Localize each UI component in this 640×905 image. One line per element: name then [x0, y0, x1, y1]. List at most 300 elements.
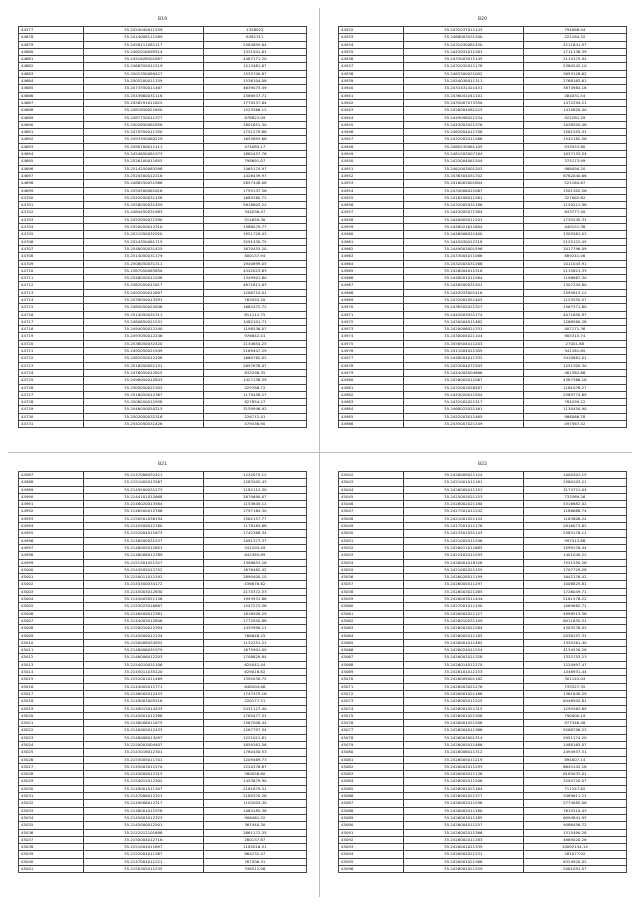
table-row: [19, 340, 307, 347]
table-row: [19, 143, 307, 150]
code-cell: 35.2453050071590: [83, 216, 203, 223]
code-cell: 35.2148005012651: [83, 544, 203, 551]
value-cell: 1132251.21: [203, 639, 306, 646]
code-cell: 35.2480850021531: [83, 318, 203, 325]
row-id-cell: 44721: [19, 348, 84, 355]
row-id-cell: 44699: [19, 187, 84, 194]
code-cell: 35.2145011035220: [83, 669, 203, 676]
code-cell: 35.2443020011504: [403, 391, 523, 398]
table-row: [339, 603, 627, 610]
value-cell: 1396653.26: [203, 559, 306, 566]
table-row: [19, 472, 307, 479]
row-id-cell: 45006: [19, 610, 84, 617]
table-row: [339, 508, 627, 515]
code-cell: 35.2417001011176: [403, 523, 523, 530]
value-cell: 2560103.21: [523, 479, 626, 486]
code-cell: 35.2418208011261: [403, 194, 523, 201]
row-id-cell: 44686: [19, 92, 84, 99]
table-row: [19, 814, 307, 821]
table-row: [339, 749, 627, 756]
table-row: [339, 253, 627, 260]
row-id-cell: 44718: [19, 326, 84, 333]
table-row: [19, 267, 307, 274]
value-cell: 1161076.27: [523, 384, 626, 391]
value-cell: 2125122.45: [523, 238, 626, 245]
table-row: [339, 472, 627, 479]
value-cell: 336512.96: [203, 866, 306, 873]
code-cell: 35.2454038011311: [403, 78, 523, 85]
row-id-cell: 44692: [19, 136, 84, 143]
value-cell: 827854.27: [203, 399, 306, 406]
table-row: [339, 844, 627, 851]
row-id-cell: 45004: [19, 596, 84, 603]
table-row: [339, 296, 627, 303]
table-row: [19, 304, 307, 311]
table-row: [19, 48, 307, 55]
row-id-cell: 44710: [19, 267, 84, 274]
row-id-cell: 45031: [19, 793, 84, 800]
row-id-cell: 44970: [339, 304, 404, 311]
horizontal-divider: [8, 452, 632, 453]
row-id-cell: 44711: [19, 275, 84, 282]
row-id-cell: 45036: [19, 829, 84, 836]
value-cell: 6762040.66: [523, 172, 626, 179]
code-cell: 35.2416003001804: [403, 180, 523, 187]
value-cell: 1801651.30: [203, 121, 306, 128]
code-cell: 35.2492050021949: [83, 348, 203, 355]
value-cell: 790000.19: [523, 712, 626, 719]
value-cell: 1876482.42: [203, 566, 306, 573]
code-cell: 35.2445030012318: [403, 238, 523, 245]
value-cell: 1123555.57: [523, 296, 626, 303]
table-row: [19, 647, 307, 654]
table-row: [339, 501, 627, 508]
row-id-cell: 45052: [339, 544, 404, 551]
row-id-cell: 44958: [339, 216, 404, 223]
table-row: [339, 639, 627, 646]
row-id-cell: 44996: [19, 537, 84, 544]
code-cell: 35.2508050031311: [83, 260, 203, 267]
table-row: [19, 282, 307, 289]
code-cell: 35.2558050031459: [83, 202, 203, 209]
value-cell: 1685260.72: [203, 194, 306, 201]
value-cell: 986066.78: [523, 413, 626, 420]
table-row: [339, 413, 627, 420]
code-cell: 35.2432003031268: [403, 260, 523, 267]
table-row: [19, 749, 307, 756]
value-cell: 889241.06: [523, 253, 626, 260]
row-id-cell: 45051: [339, 537, 404, 544]
value-cell: 461362.66: [523, 369, 626, 376]
value-cell: 6446502.81: [523, 698, 626, 705]
table-row: [19, 209, 307, 216]
code-cell: 35.2463300031002: [403, 70, 523, 77]
table-row: [339, 807, 627, 814]
table-row: [339, 34, 627, 41]
code-cell: 35.2428004081225: [403, 107, 523, 114]
row-id-cell: 44997: [19, 544, 84, 551]
row-id-cell: 44963: [339, 253, 404, 260]
value-cell: 2175372.33: [203, 588, 306, 595]
row-id-cell: 45055: [339, 566, 404, 573]
row-id-cell: 45049: [339, 523, 404, 530]
code-cell: 35.2150003004407: [83, 741, 203, 748]
value-cell: 1037133.54: [523, 151, 626, 158]
code-cell: 35.2148006031979: [83, 647, 203, 654]
row-id-cell: 45033: [19, 807, 84, 814]
row-id-cell: 44714: [19, 296, 84, 303]
row-id-cell: 44984: [339, 406, 404, 413]
value-cell: 479436.90: [203, 421, 306, 428]
row-id-cell: 45046: [339, 501, 404, 508]
row-id-cell: 44957: [339, 209, 404, 216]
value-cell: 367440.30: [203, 822, 306, 829]
value-cell: 1797164.30: [203, 508, 306, 515]
table-row: [19, 129, 307, 136]
code-cell: 35.2150010012394: [83, 625, 203, 632]
table-row: [19, 362, 307, 369]
table-row: [19, 165, 307, 172]
row-id-cell: 44991: [19, 501, 84, 508]
code-cell: 35.2542050031158: [83, 194, 203, 201]
value-cell: 1091377.37: [203, 537, 306, 544]
value-cell: 1182112.30: [203, 486, 306, 493]
table-row: [339, 136, 627, 143]
code-cell: 35.2426002021127: [403, 610, 523, 617]
row-id-cell: 45015: [19, 676, 84, 683]
value-cell: 6094841.95: [523, 814, 626, 821]
value-cell: 1993931.68: [203, 596, 306, 603]
table-row: [19, 34, 307, 41]
code-cell: 35.2145500034172: [83, 581, 203, 588]
value-cell: 733369.26: [523, 493, 626, 500]
row-id-cell: 45002: [19, 581, 84, 588]
code-cell: 35.2426001021315: [403, 705, 523, 712]
code-cell: 35.2451628501897: [83, 56, 203, 63]
table-row: [19, 70, 307, 77]
row-id-cell: 45058: [339, 588, 404, 595]
row-id-cell: 44966: [339, 275, 404, 282]
code-cell: 35.2502050032316: [83, 413, 203, 420]
value-cell: 2589774.89: [523, 391, 626, 398]
table-row: [339, 216, 627, 223]
value-cell: 220177.51: [203, 698, 306, 705]
table-row: [19, 377, 307, 384]
table-row: [19, 574, 307, 581]
table-row: [339, 654, 627, 661]
code-cell: 35.2426004011366: [403, 727, 523, 734]
table-row: [19, 369, 307, 376]
table-row: [339, 647, 627, 654]
value-cell: 2583176.11: [523, 530, 626, 537]
code-cell: 35.2443003021376: [403, 121, 523, 128]
code-cell: 35.2148020013564: [83, 501, 203, 508]
code-cell: 35.2432037011143: [403, 27, 523, 34]
code-cell: 35.2536050032420: [83, 340, 203, 347]
row-id-cell: 44937: [339, 63, 404, 70]
code-cell: 35.2436304051702: [403, 172, 523, 179]
table-row: [19, 224, 307, 231]
row-id-cell: 45056: [339, 574, 404, 581]
row-id-cell: 45094: [339, 851, 404, 858]
code-cell: 35.2426002011206: [403, 778, 523, 785]
table-row: [19, 603, 307, 610]
row-id-cell: 45016: [19, 683, 84, 690]
code-cell: 35.2150008034952: [83, 639, 203, 646]
table-row: [19, 741, 307, 748]
row-id-cell: 45008: [19, 625, 84, 632]
row-id-cell: 45063: [339, 625, 404, 632]
table-row: [19, 632, 307, 639]
table-row: [339, 610, 627, 617]
value-cell: 1682472.72: [203, 304, 306, 311]
code-cell: 35.2426003021264: [403, 625, 523, 632]
row-id-cell: 44965: [339, 267, 404, 274]
code-cell: 35.2145001012366: [83, 712, 203, 719]
value-cell: 1288710.01: [203, 289, 306, 296]
row-id-cell: 44951: [339, 165, 404, 172]
row-id-cell: 44939: [339, 78, 404, 85]
code-cell: 35.2520500012216: [83, 172, 203, 179]
code-cell: 35.2411004021305: [403, 348, 523, 355]
row-id-cell: 44967: [339, 282, 404, 289]
row-id-cell: 45086: [339, 793, 404, 800]
row-id-cell: 44679: [19, 41, 84, 48]
value-cell: 2584895.64: [203, 41, 306, 48]
code-cell: 35.2481850021650: [83, 107, 203, 114]
code-cell: 35.2587050063850: [83, 267, 203, 274]
table-row: [339, 814, 627, 821]
table-row: [19, 690, 307, 697]
code-cell: 35.2432005031186: [403, 202, 523, 209]
code-cell: 35.2423501031143: [403, 530, 523, 537]
value-cell: 1268560.28: [523, 318, 626, 325]
code-cell: 35.2140003012433: [83, 727, 203, 734]
code-cell: 35.2428003011067: [403, 377, 523, 384]
row-id-cell: 45030: [19, 785, 84, 792]
row-id-cell: 45013: [19, 661, 84, 668]
code-cell: 35.2476050012825: [83, 369, 203, 376]
code-cell: 35.2144003012846: [83, 617, 203, 624]
row-id-cell: 45083: [339, 771, 404, 778]
table-row: [339, 544, 627, 551]
row-id-cell: 45085: [339, 785, 404, 792]
code-cell: 35.2426004011257: [403, 822, 523, 829]
table-row: [339, 267, 627, 274]
code-cell: 35.2426002011180: [403, 807, 523, 814]
value-cell: 4211641.97: [523, 41, 626, 48]
row-id-cell: 45009: [19, 632, 84, 639]
row-id-cell: 45050: [339, 530, 404, 537]
table-row: [19, 216, 307, 223]
table-row: [339, 683, 627, 690]
row-id-cell: 45005: [19, 603, 84, 610]
value-cell: 9288796.22: [523, 727, 626, 734]
value-cell: 1482101.71: [203, 318, 306, 325]
code-cell: 35.2514050031179: [83, 253, 203, 260]
table-row: [19, 202, 307, 209]
code-cell: 35.2426003011136: [403, 771, 523, 778]
code-cell: 35.2458111081217: [83, 41, 203, 48]
value-cell: 3291430.75: [203, 238, 306, 245]
code-cell: 35.2143016012301: [83, 749, 203, 756]
value-cell: 1232075.12: [203, 472, 306, 479]
table-row: [19, 172, 307, 179]
row-id-cell: 45072: [339, 690, 404, 697]
table-row: [19, 296, 307, 303]
value-cell: 1426439.97: [203, 172, 306, 179]
table-row: [339, 194, 627, 201]
code-cell: 35.2431431421451: [403, 85, 523, 92]
code-cell: 35.2149013014433: [83, 705, 203, 712]
value-cell: 1331941.81: [203, 48, 306, 55]
table-row: [19, 793, 307, 800]
value-cell: 5616803.22: [203, 202, 306, 209]
table-row: [339, 625, 627, 632]
row-id-cell: 45019: [19, 705, 84, 712]
code-cell: 35.2420006021331: [403, 326, 523, 333]
code-cell: 35.2432002051405: [403, 296, 523, 303]
table-row: [19, 552, 307, 559]
value-cell: 1465174.97: [203, 165, 306, 172]
table-row: [19, 486, 307, 493]
code-cell: 35.2438505021327: [403, 304, 523, 311]
row-id-cell: 45047: [339, 508, 404, 515]
table-row: [19, 610, 307, 617]
table-row: [19, 384, 307, 391]
code-cell: 35.2148500012786: [83, 508, 203, 515]
value-cell: 511659.30: [203, 216, 306, 223]
row-id-cell: 45095: [339, 858, 404, 865]
table-row: [19, 596, 307, 603]
value-cell: 1795137.56: [203, 187, 306, 194]
code-cell: 35.2427501011242: [403, 508, 523, 515]
value-cell: 642365.89: [203, 552, 306, 559]
code-cell: 35.2432002011266: [403, 136, 523, 143]
row-id-cell: 44933: [339, 34, 404, 41]
value-cell: 977346.46: [523, 720, 626, 727]
value-cell: 1711136.39: [523, 48, 626, 55]
code-cell: 35.2153005011701: [83, 756, 203, 763]
value-cell: 1427158.59: [203, 377, 306, 384]
value-cell: 6185033.01: [523, 771, 626, 778]
value-cell: 4487171.20: [203, 56, 306, 63]
table-row: [339, 70, 627, 77]
table-row: [339, 384, 627, 391]
row-id-cell: 44713: [19, 289, 84, 296]
row-id-cell: 44974: [339, 333, 404, 340]
table-row: [339, 523, 627, 530]
row-id-cell: 44691: [19, 129, 84, 136]
code-cell: 35.2554500061816: [83, 187, 203, 194]
table-row: [339, 238, 627, 245]
table-row: [339, 180, 627, 187]
value-cell: 4134530.26: [523, 647, 626, 654]
value-cell: 1675901.00: [203, 647, 306, 654]
value-cell: 2134654.25: [203, 340, 306, 347]
value-cell: 1770537.64: [203, 99, 306, 106]
value-cell: 1198536.07: [203, 326, 306, 333]
code-cell: 35.2493050012246: [83, 333, 203, 340]
code-cell: 35.2425004061504: [403, 158, 523, 165]
code-cell: 35.2520050012310: [83, 224, 203, 231]
code-cell: 35.2148008013097: [83, 734, 203, 741]
code-cell: 35.2150501036194: [83, 515, 203, 522]
code-cell: 35.2421001021152: [403, 515, 523, 522]
row-id-cell: 45027: [19, 763, 84, 770]
row-id-cell: 44722: [19, 355, 84, 362]
table-row: [19, 85, 307, 92]
table-row: [339, 574, 627, 581]
value-cell: 1747475.16: [203, 690, 306, 697]
value-cell: 1315490.28: [523, 829, 626, 836]
table-row: [339, 107, 627, 114]
row-id-cell: 44685: [19, 85, 84, 92]
value-cell: 1642176.42: [523, 574, 626, 581]
row-id-cell: 45021: [19, 720, 84, 727]
value-cell: 1472294.21: [523, 99, 626, 106]
row-id-cell: 44725: [19, 377, 84, 384]
code-cell: 35.2485050022846: [83, 304, 203, 311]
code-cell: 35.2426006011312: [403, 749, 523, 756]
code-cell: 35.2453004071503: [403, 362, 523, 369]
value-cell: 1751279.66: [203, 129, 306, 136]
code-cell: 35.2421002011296: [403, 537, 523, 544]
code-cell: 35.2430004011462: [403, 318, 523, 325]
code-cell: 35.2445003031174: [403, 311, 523, 318]
table-row: [19, 705, 307, 712]
value-cell: 798691.07: [203, 158, 306, 165]
code-cell: 35.2435007073350: [403, 99, 523, 106]
code-cell: 35.2443005071364: [403, 209, 523, 216]
value-cell: 784299.22: [523, 399, 626, 406]
value-cell: 1415620.40: [523, 107, 626, 114]
table-row: [339, 734, 627, 741]
row-id-cell: 44994: [19, 523, 84, 530]
value-cell: 1453679.90: [203, 778, 306, 785]
code-cell: 35.2490700011111: [83, 143, 203, 150]
row-id-cell: 44715: [19, 304, 84, 311]
code-cell: 35.2146006012203: [83, 654, 203, 661]
row-id-cell: 45093: [339, 844, 404, 851]
row-id-cell: 44985: [339, 413, 404, 420]
table-row: [339, 333, 627, 340]
code-cell: 35.2426101012153: [403, 669, 523, 676]
value-cell: 648504.66: [203, 683, 306, 690]
row-id-cell: 44960: [339, 231, 404, 238]
code-cell: 35.2508050012958: [83, 399, 203, 406]
row-id-cell: 44972: [339, 318, 404, 325]
row-id-cell: 44730: [19, 413, 84, 420]
row-id-cell: 45029: [19, 778, 84, 785]
row-id-cell: 44961: [339, 238, 404, 245]
row-id-cell: 44705: [19, 231, 84, 238]
row-id-cell: 44971: [339, 311, 404, 318]
table-row: [19, 180, 307, 187]
code-cell: 35.2426009021124: [403, 472, 523, 479]
value-cell: 1535700.67: [203, 70, 306, 77]
table-row: [339, 778, 627, 785]
row-id-cell: 44940: [339, 85, 404, 92]
value-cell: 2115375.94: [523, 56, 626, 63]
table-row: [19, 829, 307, 836]
row-id-cell: 44706: [19, 238, 84, 245]
code-cell: 35.2492050012697: [83, 289, 203, 296]
row-id-cell: 44936: [339, 56, 404, 63]
value-cell: 281077.02: [523, 851, 626, 858]
row-id-cell: 44688: [19, 107, 84, 114]
code-cell: 35.2426005011219: [403, 756, 523, 763]
